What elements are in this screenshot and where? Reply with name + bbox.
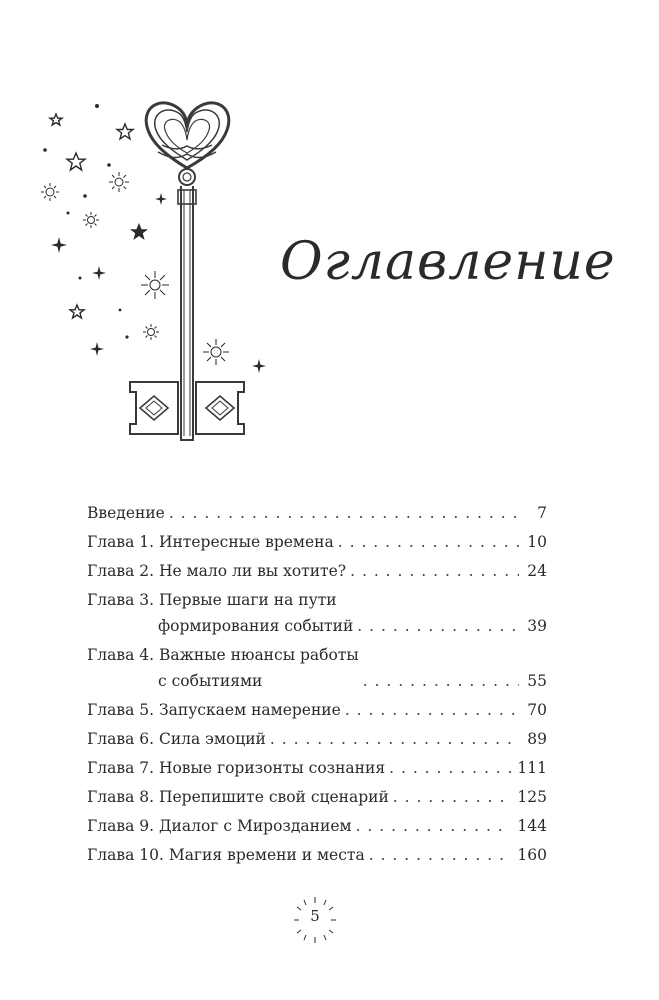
toc-entry-title-line: Глава 7. Новые горизонты сознания [87, 759, 386, 777]
star-icon [117, 124, 133, 139]
star-icon [67, 153, 85, 170]
toc-entry[interactable] [87, 842, 547, 868]
page-number-ornament [290, 895, 340, 945]
toc-entry-title-line: Глава 6. Сила эмоций [87, 730, 266, 748]
sun-burst-icon [203, 339, 229, 365]
dot-leader [350, 558, 519, 584]
star-icon [50, 114, 62, 125]
toc-entry-page: 10 [527, 533, 547, 551]
dot-leader [369, 842, 512, 868]
toc-entry-page: 55 [527, 672, 547, 690]
toc-entry-title-line: Глава 2. Не мало ли вы хотите? [87, 562, 347, 580]
toc-entry-title [87, 755, 385, 781]
toc-entry[interactable] [87, 726, 547, 752]
dot-leader [169, 500, 519, 526]
toc-entry-title [87, 726, 266, 752]
toc-entry-title-line: с событиями [158, 672, 263, 690]
sun-burst-icon [83, 212, 99, 228]
toc-entry[interactable] [87, 500, 547, 526]
toc-entry-title-line: Глава 1. Интересные времена [87, 533, 334, 551]
toc-entry[interactable] [87, 813, 547, 839]
toc-entry[interactable] [87, 529, 547, 555]
toc-entry-title [87, 784, 389, 810]
sun-burst-icon [143, 324, 159, 340]
sun-burst-icon [41, 183, 59, 201]
toc-entry-page: 125 [517, 788, 547, 806]
toc-entry-title-line: Глава 3. Первые шаги на пути [87, 591, 337, 609]
toc-entry-title [87, 642, 359, 694]
toc-entry[interactable] [87, 558, 547, 584]
toc-entry-title [87, 500, 165, 526]
toc-entry[interactable] [87, 784, 547, 810]
toc-entry-page: 111 [517, 759, 547, 777]
key-shaft [178, 186, 196, 440]
star-icon [155, 193, 167, 205]
dot-leader [338, 529, 519, 555]
sun-bursts [41, 172, 229, 365]
sun-burst-icon [109, 172, 129, 192]
star-icon [51, 237, 67, 253]
page-title: Оглавление [280, 232, 616, 292]
dot-leader [357, 613, 519, 639]
toc-entry-title [87, 813, 352, 839]
dot-leader [356, 813, 512, 839]
toc-entry-page: 160 [517, 846, 547, 864]
toc-entry-title-line: Глава 4. Важные нюансы работы [87, 646, 359, 664]
toc-entry-page: 39 [527, 617, 547, 635]
sun-burst-icon [141, 271, 169, 299]
star-icon [90, 342, 104, 356]
key-bow [146, 103, 229, 185]
toc-entry-title [87, 697, 341, 723]
toc-entry-title-line: Глава 5. Запускаем намерение [87, 701, 341, 719]
toc-entry-page: 7 [537, 504, 547, 522]
dot-leader [389, 755, 511, 781]
dot-leader [270, 726, 519, 752]
star-icon [252, 359, 266, 373]
toc-entry-title [87, 587, 353, 639]
toc-entry-title-line: Глава 9. Диалог с Мирозданием [87, 817, 352, 835]
toc-entry-title [87, 558, 346, 584]
toc-entry-page: 24 [527, 562, 547, 580]
toc-entry[interactable] [87, 697, 547, 723]
toc-entry-title-line: Глава 8. Перепишите свой сценарий [87, 788, 389, 806]
toc-entry-title [87, 529, 334, 555]
toc-entry[interactable] [87, 587, 547, 639]
star-icon [130, 223, 148, 240]
toc-entry-title [87, 842, 365, 868]
toc-entry-title-line: Введение [87, 504, 165, 522]
outline-stars [50, 114, 133, 318]
page-number: 5 [310, 907, 320, 925]
key-bit [130, 382, 244, 434]
toc-entry-page: 70 [527, 701, 547, 719]
star-icon [92, 266, 106, 280]
dot-leader [345, 697, 519, 723]
toc-entry-title-line: формирования событий [158, 617, 354, 635]
toc-entry-page: 89 [527, 730, 547, 748]
star-icon [70, 305, 84, 318]
table-of-contents [87, 500, 547, 871]
toc-entry-page: 144 [517, 817, 547, 835]
toc-entry[interactable] [87, 755, 547, 781]
toc-entry[interactable] [87, 642, 547, 694]
dot-leader [363, 668, 519, 694]
dot-leader [393, 784, 512, 810]
toc-entry-title-line: Глава 10. Магия времени и места [87, 846, 365, 864]
